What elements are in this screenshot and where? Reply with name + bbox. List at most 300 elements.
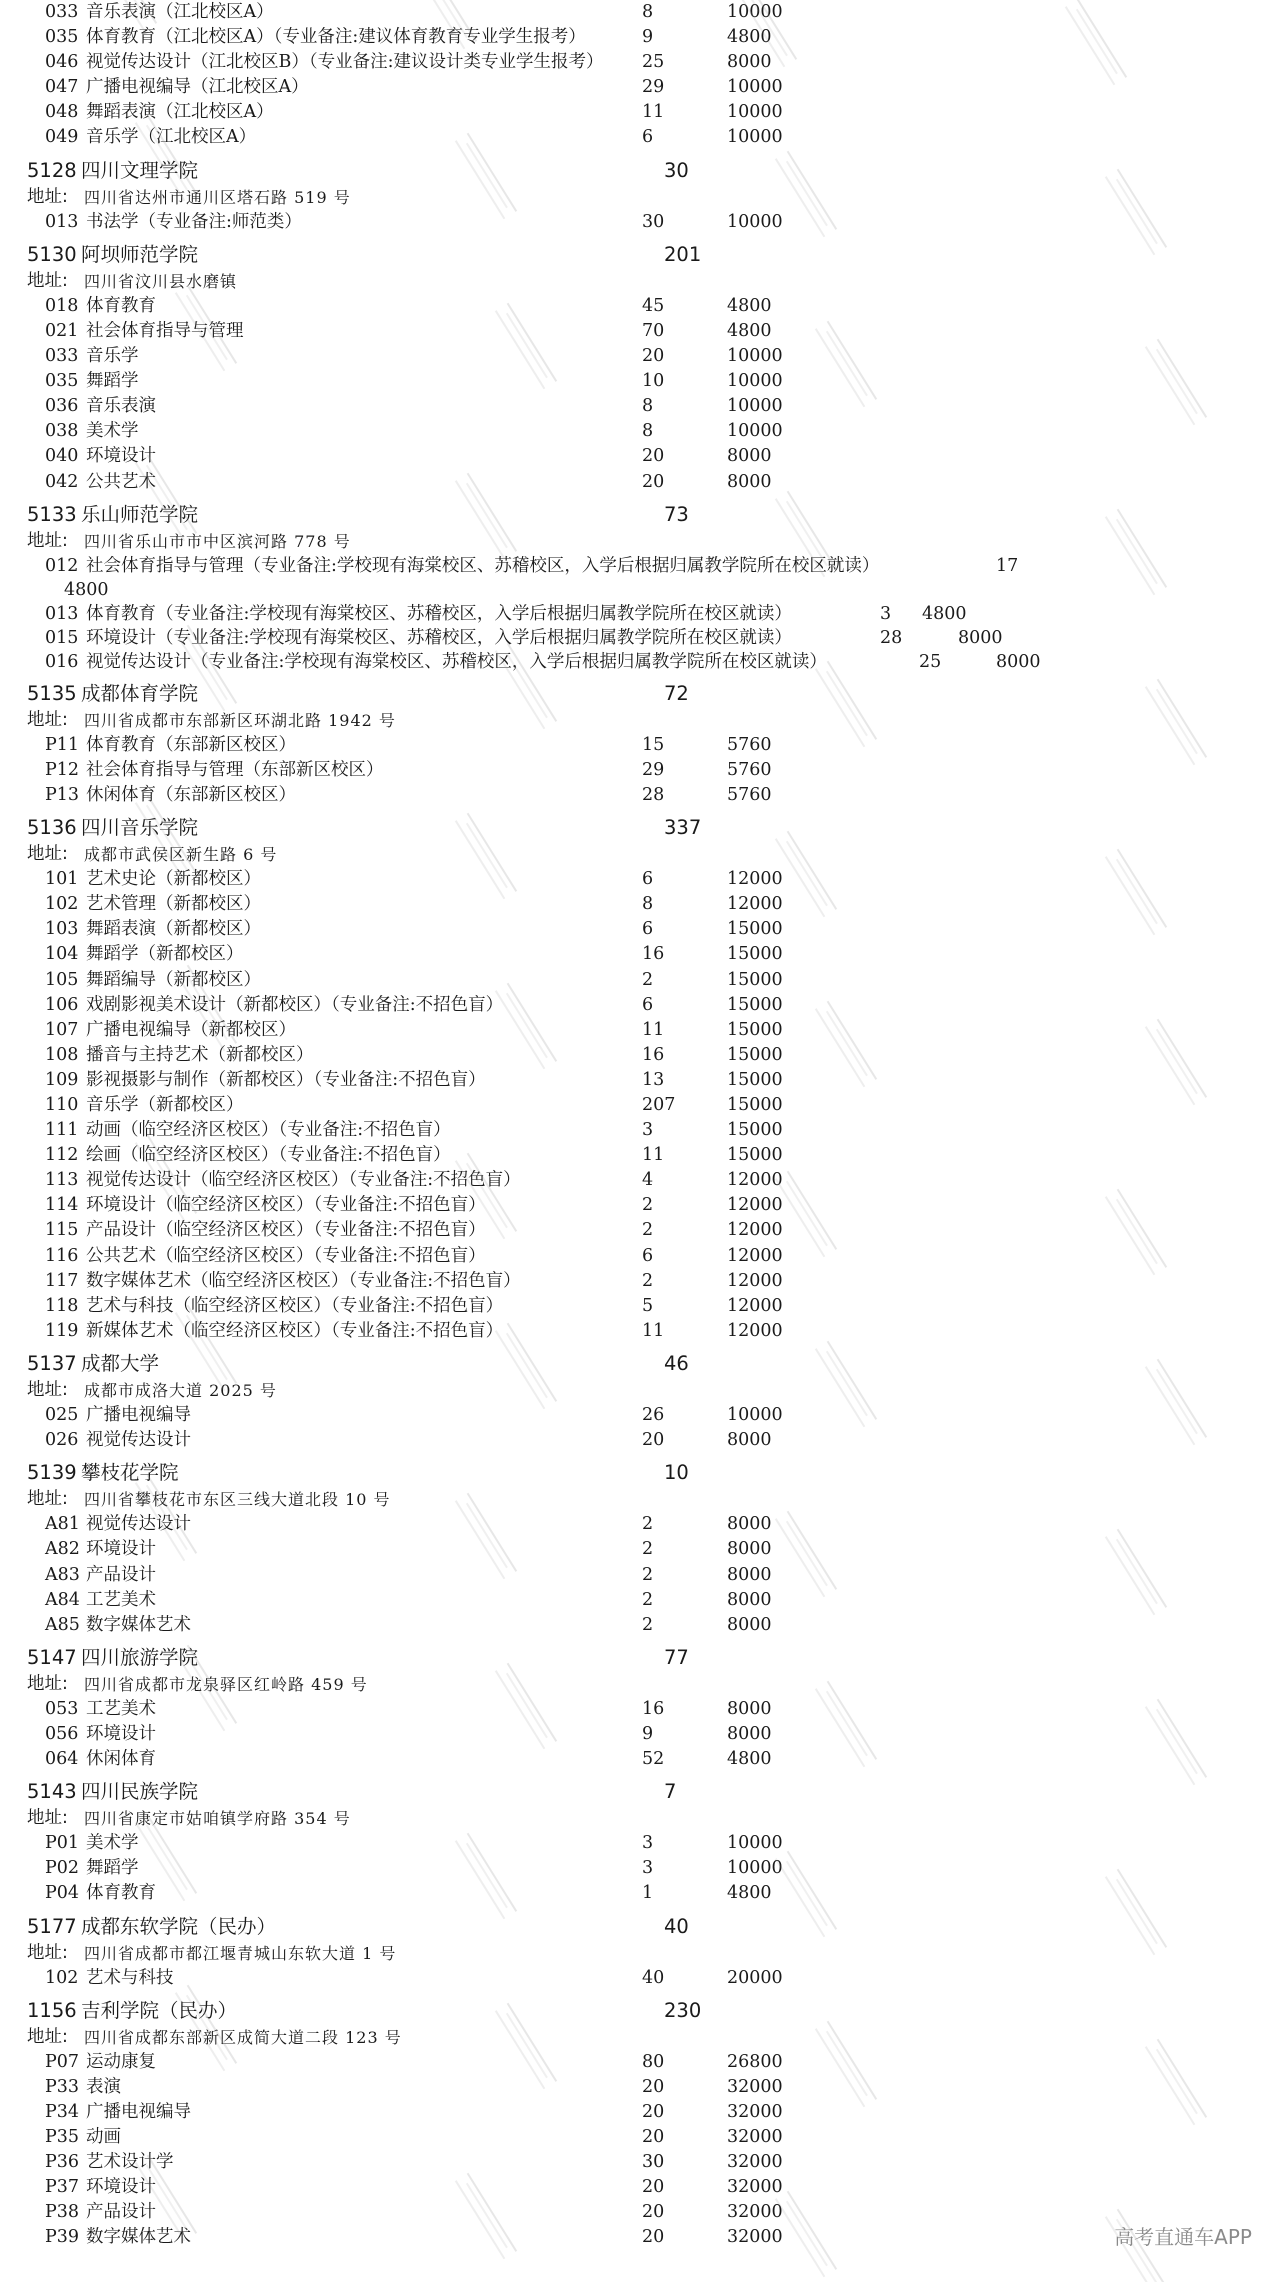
tuition-fee: 12000 <box>727 869 783 890</box>
school-header <box>0 680 1280 708</box>
major-name: 播音与主持艺术（新都校区） <box>86 1044 314 1065</box>
plan-count: 3 <box>642 1833 654 1854</box>
address-text: 四川省成都市龙泉驿区红岭路 459 号 <box>84 1674 368 1694</box>
major-name: 数字媒体艺术（临空经济区校区）（专业备注:不招色盲） <box>86 1270 521 1291</box>
major-name: 视觉传达设计 <box>86 1514 191 1535</box>
school-address <box>0 2025 1280 2050</box>
plan-count: 2 <box>642 1539 654 1560</box>
major-code: 103 <box>45 919 79 940</box>
plan-count: 26 <box>642 1405 665 1426</box>
major-name: 动画 <box>86 2127 121 2148</box>
school-code: 5133 <box>27 502 77 526</box>
tuition-fee: 8000 <box>727 1589 772 1610</box>
major-row <box>0 1093 1280 1118</box>
school-header <box>0 1997 1280 2025</box>
major-code: A83 <box>45 1564 80 1585</box>
school-code: 5135 <box>27 681 77 705</box>
major-name: 戏剧影视美术设计（新都校区）（专业备注:不招色盲） <box>86 994 504 1015</box>
major-name: 社会体育指导与管理（专业备注:学校现有海棠校区、苏稽校区，入学后根据归属教学院所在校区就读） <box>86 555 880 576</box>
major-name: 环境设计 <box>86 1723 156 1744</box>
major-row <box>0 626 1280 650</box>
school-total-plan: 46 <box>664 1351 689 1375</box>
plan-count: 11 <box>642 1019 665 1040</box>
major-code: 112 <box>45 1145 79 1166</box>
plan-count: 11 <box>642 1320 665 1341</box>
address-text: 四川省康定市姑咱镇学府路 354 号 <box>84 1809 351 1829</box>
school-header <box>0 1459 1280 1487</box>
plan-count: 28 <box>880 627 903 648</box>
major-code: A82 <box>45 1539 80 1560</box>
school-total-plan: 7 <box>664 1780 677 1804</box>
address-label: 地址: <box>27 530 68 551</box>
major-name: 音乐表演（江北校区A） <box>86 2 274 22</box>
address-label: 地址: <box>27 2026 68 2047</box>
tuition-fee: 32000 <box>727 2202 783 2223</box>
major-code: P04 <box>45 1883 80 1904</box>
address-text: 成都市武侯区新生路 6 号 <box>84 845 278 865</box>
major-name: 体育教育（专业备注:学校现有海棠校区、苏稽校区，入学后根据归属教学院所在校区就读） <box>86 603 792 624</box>
school-header <box>0 501 1280 529</box>
plan-count: 3 <box>642 1120 654 1141</box>
major-code: 102 <box>45 1967 79 1988</box>
major-code: P35 <box>45 2127 80 2148</box>
major-code: A81 <box>45 1514 80 1535</box>
tuition-fee: 10000 <box>727 211 783 232</box>
major-row <box>0 1512 1280 1537</box>
school-name: 四川民族学院 <box>81 1780 199 1804</box>
major-row <box>0 419 1280 444</box>
tuition-fee: 32000 <box>727 2102 783 2122</box>
major-code: 113 <box>45 1170 79 1191</box>
plan-count: 2 <box>642 1564 654 1585</box>
tuition-fee: 32000 <box>727 2177 783 2198</box>
major-name: 工艺美术 <box>86 1589 156 1610</box>
plan-count: 6 <box>642 1245 654 1266</box>
major-name: 环境设计 <box>86 446 156 467</box>
school-total-plan: 201 <box>664 242 702 266</box>
major-code: P38 <box>45 2202 80 2223</box>
school-total-plan: 40 <box>664 1914 689 1938</box>
major-name: 舞蹈学（新都校区） <box>86 944 244 965</box>
school-address <box>0 269 1280 294</box>
school-header <box>0 814 1280 842</box>
school-header <box>0 1350 1280 1378</box>
tuition-fee: 10000 <box>727 421 783 442</box>
major-name: 舞蹈编导（新都校区） <box>86 969 261 990</box>
major-row <box>0 968 1280 993</box>
major-row <box>0 783 1280 808</box>
brand-label: 高考直通车APP <box>1114 2225 1252 2249</box>
plan-count: 5 <box>642 1295 654 1316</box>
major-name: 运动康复 <box>86 2051 156 2072</box>
plan-count: 2 <box>642 1220 654 1241</box>
major-name: 视觉传达设计（临空经济区校区）（专业备注:不招色盲） <box>86 1170 521 1191</box>
tuition-fee: 12000 <box>727 1195 783 1216</box>
major-row <box>0 1143 1280 1168</box>
school-total-plan: 73 <box>664 502 689 526</box>
address-label: 地址: <box>27 1808 68 1829</box>
school-address <box>0 1806 1280 1831</box>
plan-count: 25 <box>919 651 942 672</box>
plan-count: 16 <box>642 944 665 965</box>
major-name: 广播电视编导（新都校区） <box>86 1019 296 1040</box>
major-row <box>0 100 1280 125</box>
major-row <box>0 1697 1280 1722</box>
plan-count: 3 <box>880 603 892 624</box>
plan-count: 30 <box>642 211 665 232</box>
major-name: 艺术与科技（临空经济区校区）（专业备注:不招色盲） <box>86 1295 504 1316</box>
tuition-fee: 8000 <box>727 1539 772 1560</box>
address-label: 地址: <box>27 1489 68 1510</box>
tuition-fee: 12000 <box>727 894 783 915</box>
school-address <box>0 529 1280 554</box>
tuition-fee: 10000 <box>727 396 783 417</box>
plan-count: 2 <box>642 969 654 990</box>
major-row <box>0 319 1280 344</box>
tuition-fee: 15000 <box>727 1095 783 1115</box>
tuition-fee: 10000 <box>727 77 783 98</box>
major-row <box>0 758 1280 783</box>
tuition-fee: 8000 <box>727 1514 772 1535</box>
major-code: 046 <box>45 52 79 73</box>
major-row <box>0 1319 1280 1344</box>
major-row <box>0 1563 1280 1588</box>
major-code: A84 <box>45 1589 80 1610</box>
school-name: 四川音乐学院 <box>81 816 199 840</box>
major-name: 影视摄影与制作（新都校区）（专业备注:不招色盲） <box>86 1069 486 1090</box>
address-text: 四川省成都市东部新区环湖北路 1942 号 <box>84 710 396 730</box>
plan-count: 6 <box>642 994 654 1015</box>
major-name: 公共艺术 <box>86 471 156 492</box>
major-code: 021 <box>45 320 79 341</box>
major-code: 104 <box>45 944 79 965</box>
major-row <box>0 650 1280 674</box>
school-name: 阿坝师范学院 <box>81 242 199 266</box>
school-header <box>0 1913 1280 1941</box>
major-code: 036 <box>45 396 79 417</box>
major-row <box>0 1193 1280 1218</box>
major-row <box>0 1294 1280 1319</box>
major-row <box>0 1428 1280 1453</box>
plan-count: 20 <box>642 346 665 367</box>
plan-count: 30 <box>642 2152 665 2173</box>
tuition-fee: 10000 <box>727 371 783 392</box>
major-row <box>0 1168 1280 1193</box>
major-name: 休闲体育（东部新区校区） <box>86 784 296 805</box>
tuition-fee: 8000 <box>727 52 772 73</box>
major-row <box>0 1118 1280 1143</box>
plan-count: 6 <box>642 127 654 148</box>
major-name: 视觉传达设计（江北校区B）（专业备注:建议设计类专业学生报考） <box>86 52 604 73</box>
plan-count: 20 <box>642 446 665 467</box>
major-code: 117 <box>45 1270 79 1291</box>
major-row <box>0 394 1280 419</box>
school-total-plan: 337 <box>664 816 702 840</box>
major-row <box>0 1068 1280 1093</box>
plan-count: 20 <box>642 2127 665 2148</box>
plan-count: 20 <box>642 2202 665 2223</box>
plan-count: 8 <box>642 421 654 442</box>
plan-count: 40 <box>642 1967 665 1988</box>
plan-count: 20 <box>642 2076 665 2097</box>
major-row <box>0 1043 1280 1068</box>
plan-count: 15 <box>642 734 665 755</box>
major-name: 工艺美术 <box>86 1698 156 1719</box>
major-row <box>0 25 1280 50</box>
major-row <box>0 2150 1280 2175</box>
school-name: 四川文理学院 <box>81 158 199 182</box>
school-header <box>0 157 1280 185</box>
tuition-fee: 15000 <box>727 1019 783 1040</box>
major-row <box>0 1881 1280 1906</box>
tuition-fee: 4800 <box>727 1749 772 1770</box>
tuition-fee: 15000 <box>727 1044 783 1065</box>
major-row <box>0 1747 1280 1772</box>
major-code: 042 <box>45 471 79 492</box>
tuition-fee: 32000 <box>727 2152 783 2173</box>
tuition-fee: 12000 <box>727 1320 783 1341</box>
plan-count: 20 <box>642 2227 665 2248</box>
tuition-fee: 4800 <box>727 320 772 341</box>
major-name: 表演 <box>86 2076 121 2097</box>
plan-count: 52 <box>642 1749 665 1770</box>
address-label: 地址: <box>27 270 68 291</box>
major-code: 053 <box>45 1698 79 1719</box>
major-code: 025 <box>45 1405 79 1426</box>
tuition-fee: 15000 <box>727 1120 783 1141</box>
major-row-continuation <box>0 578 1280 602</box>
major-code: 035 <box>45 371 79 392</box>
major-name: 艺术与科技 <box>86 1967 174 1988</box>
major-name: 音乐学（江北校区A） <box>86 127 257 148</box>
major-code: P36 <box>45 2152 80 2173</box>
plan-count: 29 <box>642 759 665 780</box>
major-name: 广播电视编导 <box>86 2102 191 2122</box>
address-text: 四川省乐山市市中区滨河路 778 号 <box>84 531 351 551</box>
plan-count: 13 <box>642 1069 665 1090</box>
major-row <box>0 125 1280 150</box>
address-text: 四川省达州市通川区塔石路 519 号 <box>84 187 351 207</box>
major-name: 产品设计（临空经济区校区）（专业备注:不招色盲） <box>86 1220 486 1241</box>
major-row <box>0 210 1280 235</box>
plan-count: 9 <box>642 1723 654 1744</box>
major-code: 035 <box>45 27 79 48</box>
major-code: 026 <box>45 1430 79 1451</box>
plan-count: 6 <box>642 869 654 890</box>
address-label: 地址: <box>27 1379 68 1400</box>
major-name: 书法学（专业备注:师范类） <box>86 211 302 232</box>
tuition-fee: 15000 <box>727 1069 783 1090</box>
tuition-fee: 15000 <box>727 1145 783 1166</box>
major-name: 音乐表演 <box>86 396 156 417</box>
tuition-fee: 4800 <box>727 1883 772 1904</box>
tuition-fee: 10000 <box>727 127 783 148</box>
major-row <box>0 602 1280 626</box>
major-name: 舞蹈表演（江北校区A） <box>86 102 274 123</box>
major-row <box>0 2175 1280 2200</box>
major-row <box>0 0 1280 25</box>
major-code: 056 <box>45 1723 79 1744</box>
major-row <box>0 554 1280 578</box>
tuition-fee: 8000 <box>727 1564 772 1585</box>
major-row <box>0 75 1280 100</box>
school-code: 5147 <box>27 1645 77 1669</box>
major-row <box>0 1831 1280 1856</box>
school-header <box>0 1644 1280 1672</box>
major-code: 110 <box>45 1095 79 1115</box>
major-name: 数字媒体艺术 <box>86 1614 191 1635</box>
address-text: 四川省汶川县水磨镇 <box>84 271 238 291</box>
tuition-fee: 15000 <box>727 994 783 1015</box>
major-row <box>0 1613 1280 1638</box>
major-code: P34 <box>45 2102 80 2122</box>
tuition-fee: 10000 <box>727 2 783 22</box>
plan-count: 11 <box>642 1145 665 1166</box>
tuition-fee: 4800 <box>64 579 109 600</box>
major-code: 016 <box>45 651 79 672</box>
plan-count: 2 <box>642 1270 654 1291</box>
major-code: 033 <box>45 2 79 22</box>
school-address <box>0 708 1280 733</box>
plan-count: 80 <box>642 2051 665 2072</box>
major-code: P13 <box>45 784 80 805</box>
major-code: 013 <box>45 211 79 232</box>
address-text: 成都市成洛大道 2025 号 <box>84 1380 277 1400</box>
tuition-fee: 8000 <box>727 446 772 467</box>
tuition-fee: 15000 <box>727 944 783 965</box>
tuition-fee: 4800 <box>727 27 772 48</box>
school-address <box>0 1487 1280 1512</box>
tuition-fee: 32000 <box>727 2076 783 2097</box>
major-name: 体育教育 <box>86 1883 156 1904</box>
plan-count: 6 <box>642 919 654 940</box>
tuition-fee: 4800 <box>727 295 772 316</box>
major-row <box>0 2075 1280 2100</box>
tuition-fee: 8000 <box>727 1698 772 1719</box>
tuition-fee: 32000 <box>727 2127 783 2148</box>
major-code: 119 <box>45 1320 79 1341</box>
major-row <box>0 1966 1280 1991</box>
plan-count: 2 <box>642 1195 654 1216</box>
major-row <box>0 444 1280 469</box>
major-code: 033 <box>45 346 79 367</box>
tuition-fee: 10000 <box>727 346 783 367</box>
major-name: 广播电视编导 <box>86 1405 191 1426</box>
plan-count: 29 <box>642 77 665 98</box>
major-name: 公共艺术（临空经济区校区）（专业备注:不招色盲） <box>86 1245 486 1266</box>
address-label: 地址: <box>27 1673 68 1694</box>
major-row <box>0 1722 1280 1747</box>
major-name: 绘画（临空经济区校区）（专业备注:不招色盲） <box>86 1145 451 1166</box>
school-total-plan: 30 <box>664 158 689 182</box>
tuition-fee: 26800 <box>727 2051 783 2072</box>
tuition-fee: 10000 <box>727 1405 783 1426</box>
major-code: 105 <box>45 969 79 990</box>
major-name: 艺术管理（新都校区） <box>86 894 261 915</box>
tuition-fee: 8000 <box>958 627 1003 648</box>
school-code: 5137 <box>27 1351 77 1375</box>
plan-count: 207 <box>642 1095 676 1115</box>
plan-count: 3 <box>642 1858 654 1879</box>
school-name: 吉利学院（民办） <box>81 1998 238 2022</box>
major-code: 047 <box>45 77 79 98</box>
plan-count: 10 <box>642 371 665 392</box>
school-name: 成都东软学院（民办） <box>81 1914 277 1938</box>
major-code: 116 <box>45 1245 79 1266</box>
school-address <box>0 1378 1280 1403</box>
plan-count: 8 <box>642 396 654 417</box>
school-total-plan: 77 <box>664 1645 689 1669</box>
major-code: 115 <box>45 1220 79 1241</box>
major-row <box>0 1856 1280 1881</box>
tuition-fee: 12000 <box>727 1270 783 1291</box>
major-code: P01 <box>45 1833 80 1854</box>
tuition-fee: 15000 <box>727 919 783 940</box>
school-header <box>0 241 1280 269</box>
plan-count: 1 <box>642 1883 654 1904</box>
major-name: 视觉传达设计 <box>86 1430 191 1451</box>
school-name: 四川旅游学院 <box>81 1645 199 1669</box>
major-row <box>0 1244 1280 1269</box>
tuition-fee: 12000 <box>727 1220 783 1241</box>
major-row <box>0 892 1280 917</box>
major-name: 社会体育指导与管理 <box>86 320 244 341</box>
major-name: 产品设计 <box>86 1564 156 1585</box>
major-name: 美术学 <box>86 421 139 442</box>
major-row <box>0 733 1280 758</box>
major-name: 舞蹈学 <box>86 371 139 392</box>
address-text: 四川省攀枝花市东区三线大道北段 10 号 <box>84 1490 391 1510</box>
tuition-fee: 8000 <box>727 1614 772 1635</box>
major-code: P07 <box>45 2051 80 2072</box>
school-address <box>0 1941 1280 1966</box>
major-row <box>0 2225 1280 2250</box>
major-name: 社会体育指导与管理（东部新区校区） <box>86 759 384 780</box>
major-row <box>0 1218 1280 1243</box>
tuition-fee: 10000 <box>727 1858 783 1879</box>
plan-count: 17 <box>996 555 1019 576</box>
major-code: 118 <box>45 1295 79 1316</box>
school-code: 1156 <box>27 1998 77 2022</box>
major-code: 114 <box>45 1195 79 1216</box>
major-code: 111 <box>45 1120 79 1141</box>
major-name: 环境设计（临空经济区校区）（专业备注:不招色盲） <box>86 1195 486 1216</box>
school-code: 5177 <box>27 1914 77 1938</box>
school-total-plan: 10 <box>664 1461 689 1485</box>
major-name: 美术学 <box>86 1833 139 1854</box>
address-label: 地址: <box>27 709 68 730</box>
school-total-plan: 72 <box>664 681 689 705</box>
major-name: 数字媒体艺术 <box>86 2227 191 2248</box>
school-name: 攀枝花学院 <box>81 1461 179 1485</box>
plan-count: 45 <box>642 295 665 316</box>
plan-count: 28 <box>642 784 665 805</box>
major-row <box>0 50 1280 75</box>
major-row <box>0 942 1280 967</box>
plan-count: 20 <box>642 471 665 492</box>
major-row <box>0 2050 1280 2075</box>
major-code: P11 <box>45 734 80 755</box>
tuition-fee: 12000 <box>727 1170 783 1191</box>
plan-count: 2 <box>642 1589 654 1610</box>
major-row <box>0 2125 1280 2150</box>
address-label: 地址: <box>27 186 68 207</box>
major-name: 休闲体育 <box>86 1749 156 1770</box>
school-address <box>0 1672 1280 1697</box>
tuition-fee: 10000 <box>727 1833 783 1854</box>
major-name: 艺术设计学 <box>86 2152 174 2173</box>
tuition-fee: 5760 <box>727 759 772 780</box>
